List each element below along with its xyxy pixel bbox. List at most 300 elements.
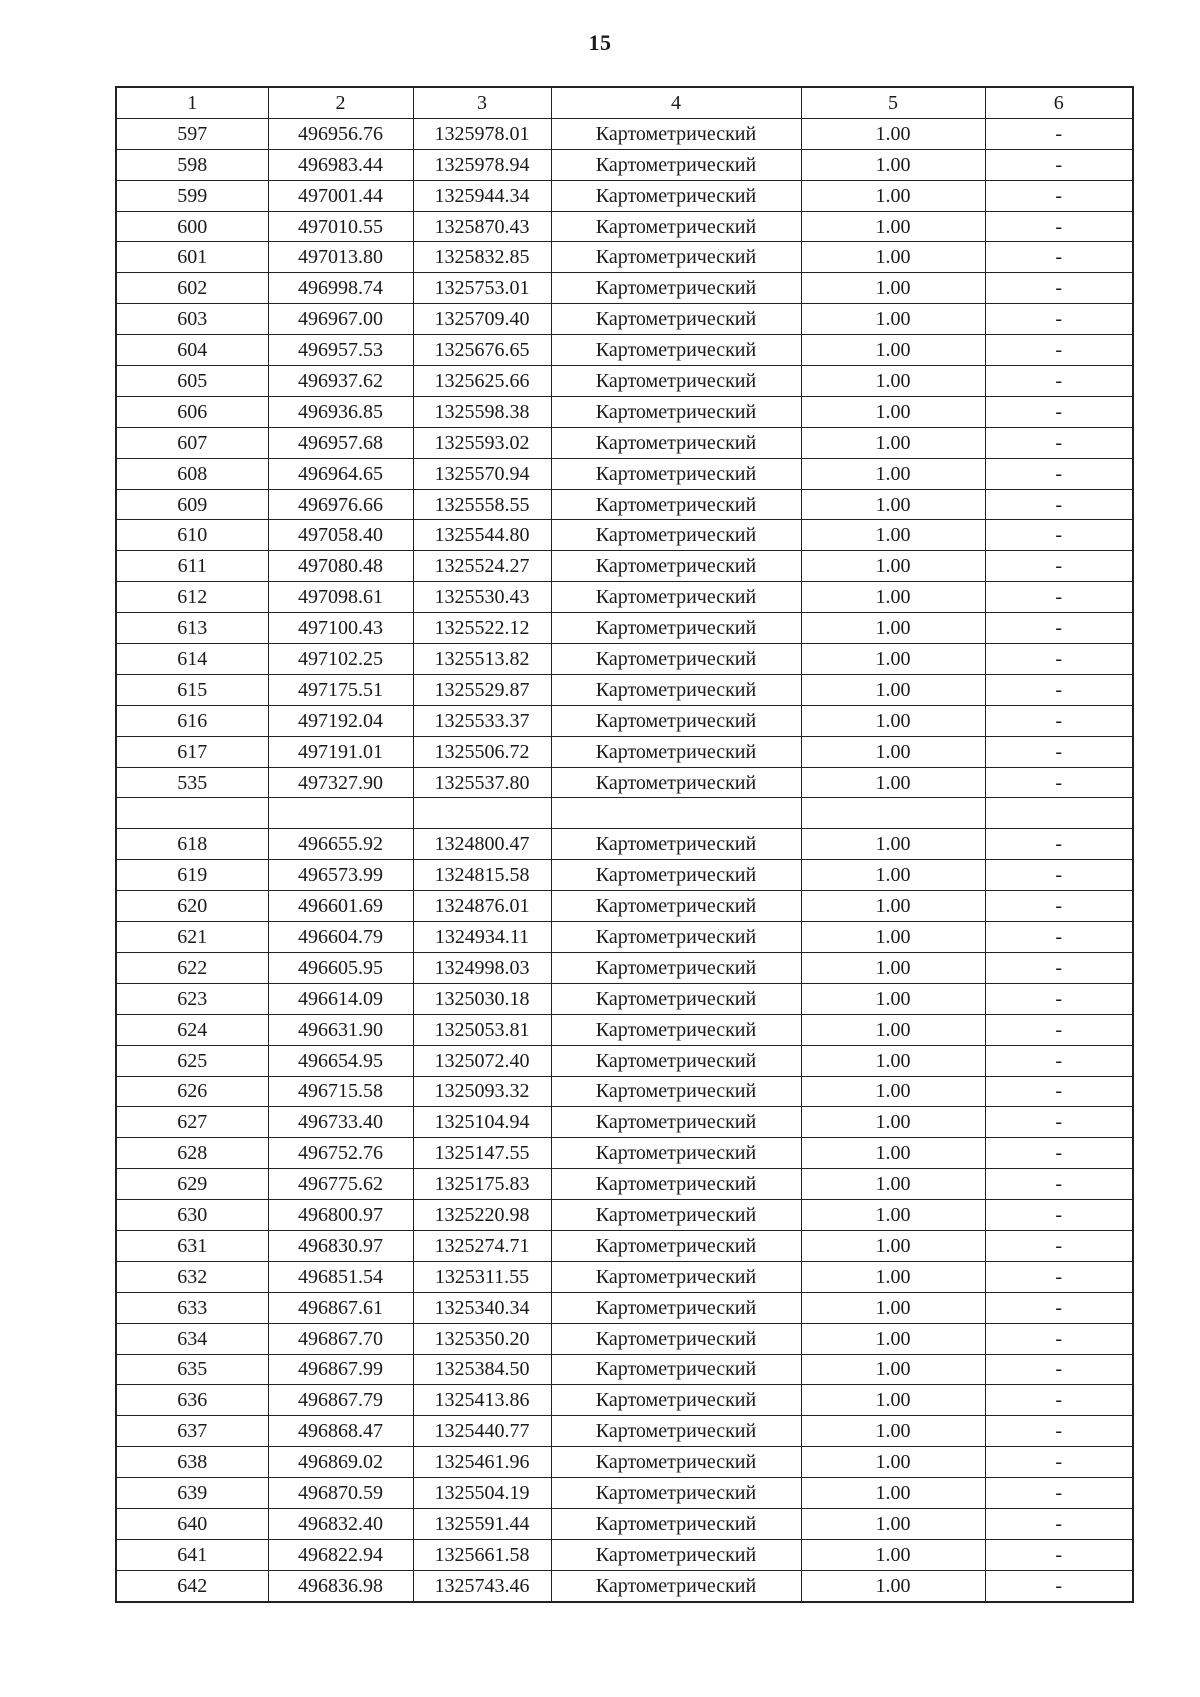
y-coordinate-cell: 1325533.37	[413, 705, 551, 736]
table-row	[116, 767, 1133, 798]
y-coordinate-cell	[413, 798, 551, 829]
note-cell: -	[985, 458, 1133, 489]
point-number-cell: 628	[116, 1138, 268, 1169]
x-coordinate-cell: 496867.79	[268, 1385, 413, 1416]
accuracy-cell: 1.00	[801, 551, 985, 582]
point-number-cell: 629	[116, 1169, 268, 1200]
point-number-cell: 633	[116, 1292, 268, 1323]
x-coordinate-cell: 496775.62	[268, 1169, 413, 1200]
point-number-cell: 614	[116, 644, 268, 675]
page-number: 15	[588, 30, 612, 55]
accuracy-cell: 1.00	[801, 736, 985, 767]
method-cell: Картометрический	[551, 582, 801, 613]
method-cell: Картометрический	[551, 674, 801, 705]
method-cell: Картометрический	[551, 1478, 801, 1509]
x-coordinate-cell: 496573.99	[268, 860, 413, 891]
method-cell: Картометрический	[551, 1076, 801, 1107]
header-cell-1: 1	[116, 87, 268, 118]
x-coordinate-cell: 496867.70	[268, 1323, 413, 1354]
note-cell: -	[985, 242, 1133, 273]
method-cell: Картометрический	[551, 644, 801, 675]
y-coordinate-cell: 1325529.87	[413, 674, 551, 705]
point-number-cell: 616	[116, 705, 268, 736]
table-row	[116, 1478, 1133, 1509]
y-coordinate-cell: 1325832.85	[413, 242, 551, 273]
note-cell: -	[985, 211, 1133, 242]
accuracy-cell: 1.00	[801, 983, 985, 1014]
x-coordinate-cell: 496830.97	[268, 1230, 413, 1261]
table-row	[116, 644, 1133, 675]
method-cell: Картометрический	[551, 149, 801, 180]
y-coordinate-cell: 1325522.12	[413, 613, 551, 644]
x-coordinate-cell	[268, 798, 413, 829]
point-number-cell: 637	[116, 1416, 268, 1447]
header-cell-3: 3	[413, 87, 551, 118]
y-coordinate-cell: 1325625.66	[413, 366, 551, 397]
y-coordinate-cell: 1325504.19	[413, 1478, 551, 1509]
note-cell: -	[985, 149, 1133, 180]
accuracy-cell: 1.00	[801, 1478, 985, 1509]
x-coordinate-cell: 496601.69	[268, 891, 413, 922]
method-cell: Картометрический	[551, 1354, 801, 1385]
x-coordinate-cell: 496957.68	[268, 427, 413, 458]
note-cell: -	[985, 1323, 1133, 1354]
table-row	[116, 798, 1133, 829]
method-cell: Картометрический	[551, 1570, 801, 1601]
y-coordinate-cell: 1325944.34	[413, 180, 551, 211]
point-number-cell: 598	[116, 149, 268, 180]
note-cell: -	[985, 983, 1133, 1014]
point-number-cell: 613	[116, 613, 268, 644]
table-header	[116, 87, 1133, 118]
accuracy-cell: 1.00	[801, 1416, 985, 1447]
accuracy-cell: 1.00	[801, 335, 985, 366]
x-coordinate-cell: 497010.55	[268, 211, 413, 242]
table-row	[116, 1385, 1133, 1416]
method-cell: Картометрический	[551, 396, 801, 427]
x-coordinate-cell: 496867.61	[268, 1292, 413, 1323]
y-coordinate-cell: 1324934.11	[413, 922, 551, 953]
note-cell: -	[985, 1200, 1133, 1231]
accuracy-cell: 1.00	[801, 952, 985, 983]
point-number-cell: 617	[116, 736, 268, 767]
point-number-cell	[116, 798, 268, 829]
accuracy-cell: 1.00	[801, 118, 985, 149]
point-number-cell: 620	[116, 891, 268, 922]
x-coordinate-cell: 496869.02	[268, 1447, 413, 1478]
accuracy-cell: 1.00	[801, 366, 985, 397]
y-coordinate-cell: 1325104.94	[413, 1107, 551, 1138]
point-number-cell: 618	[116, 829, 268, 860]
y-coordinate-cell: 1325506.72	[413, 736, 551, 767]
accuracy-cell: 1.00	[801, 1045, 985, 1076]
x-coordinate-cell: 497098.61	[268, 582, 413, 613]
note-cell: -	[985, 644, 1133, 675]
method-cell: Картометрический	[551, 1045, 801, 1076]
method-cell: Картометрический	[551, 1416, 801, 1447]
table-row	[116, 1138, 1133, 1169]
y-coordinate-cell: 1325676.65	[413, 335, 551, 366]
accuracy-cell: 1.00	[801, 520, 985, 551]
table-row	[116, 273, 1133, 304]
method-cell: Картометрический	[551, 1385, 801, 1416]
point-number-cell: 602	[116, 273, 268, 304]
x-coordinate-cell: 497327.90	[268, 767, 413, 798]
note-cell: -	[985, 582, 1133, 613]
note-cell: -	[985, 273, 1133, 304]
note-cell: -	[985, 1045, 1133, 1076]
x-coordinate-cell: 496851.54	[268, 1261, 413, 1292]
y-coordinate-cell: 1325147.55	[413, 1138, 551, 1169]
method-cell: Картометрический	[551, 520, 801, 551]
accuracy-cell: 1.00	[801, 1354, 985, 1385]
header-row	[116, 87, 1133, 118]
x-coordinate-cell: 496715.58	[268, 1076, 413, 1107]
y-coordinate-cell: 1325870.43	[413, 211, 551, 242]
y-coordinate-cell: 1325274.71	[413, 1230, 551, 1261]
table-row	[116, 705, 1133, 736]
point-number-cell: 639	[116, 1478, 268, 1509]
point-number-cell: 615	[116, 674, 268, 705]
x-coordinate-cell: 496614.09	[268, 983, 413, 1014]
note-cell: -	[985, 1508, 1133, 1539]
y-coordinate-cell: 1325978.94	[413, 149, 551, 180]
x-coordinate-cell: 496800.97	[268, 1200, 413, 1231]
note-cell: -	[985, 1138, 1133, 1169]
accuracy-cell: 1.00	[801, 1385, 985, 1416]
note-cell: -	[985, 952, 1133, 983]
point-number-cell: 604	[116, 335, 268, 366]
note-cell: -	[985, 520, 1133, 551]
table-row	[116, 335, 1133, 366]
note-cell: -	[985, 891, 1133, 922]
y-coordinate-cell: 1324815.58	[413, 860, 551, 891]
method-cell: Картометрический	[551, 1447, 801, 1478]
method-cell: Картометрический	[551, 767, 801, 798]
accuracy-cell: 1.00	[801, 242, 985, 273]
point-number-cell: 535	[116, 767, 268, 798]
y-coordinate-cell: 1325978.01	[413, 118, 551, 149]
point-number-cell: 612	[116, 582, 268, 613]
table-row	[116, 180, 1133, 211]
accuracy-cell: 1.00	[801, 1323, 985, 1354]
method-cell: Картометрический	[551, 1107, 801, 1138]
table-row	[116, 304, 1133, 335]
table-row	[116, 118, 1133, 149]
y-coordinate-cell: 1325709.40	[413, 304, 551, 335]
note-cell: -	[985, 767, 1133, 798]
x-coordinate-cell: 497058.40	[268, 520, 413, 551]
table-row	[116, 520, 1133, 551]
point-number-cell: 636	[116, 1385, 268, 1416]
y-coordinate-cell: 1325530.43	[413, 582, 551, 613]
x-coordinate-cell: 496867.99	[268, 1354, 413, 1385]
table-row	[116, 1169, 1133, 1200]
table-row	[116, 829, 1133, 860]
x-coordinate-cell: 496832.40	[268, 1508, 413, 1539]
y-coordinate-cell: 1325340.34	[413, 1292, 551, 1323]
y-coordinate-cell: 1325413.86	[413, 1385, 551, 1416]
accuracy-cell: 1.00	[801, 1076, 985, 1107]
note-cell: -	[985, 674, 1133, 705]
y-coordinate-cell: 1325461.96	[413, 1447, 551, 1478]
method-cell: Картометрический	[551, 1014, 801, 1045]
accuracy-cell: 1.00	[801, 1539, 985, 1570]
table-row	[116, 983, 1133, 1014]
note-cell: -	[985, 1447, 1133, 1478]
method-cell: Картометрический	[551, 1323, 801, 1354]
x-coordinate-cell: 496752.76	[268, 1138, 413, 1169]
header-cell-6: 6	[985, 87, 1133, 118]
table-row	[116, 458, 1133, 489]
point-number-cell: 640	[116, 1508, 268, 1539]
point-number-cell: 597	[116, 118, 268, 149]
note-cell	[985, 798, 1133, 829]
method-cell: Картометрический	[551, 829, 801, 860]
x-coordinate-cell: 496983.44	[268, 149, 413, 180]
method-cell: Картометрический	[551, 273, 801, 304]
note-cell: -	[985, 396, 1133, 427]
point-number-cell: 619	[116, 860, 268, 891]
accuracy-cell: 1.00	[801, 1292, 985, 1323]
point-number-cell: 600	[116, 211, 268, 242]
x-coordinate-cell: 496822.94	[268, 1539, 413, 1570]
point-number-cell: 625	[116, 1045, 268, 1076]
table-row	[116, 1107, 1133, 1138]
header-cell-4: 4	[551, 87, 801, 118]
note-cell: -	[985, 1539, 1133, 1570]
method-cell: Картометрический	[551, 983, 801, 1014]
method-cell: Картометрический	[551, 1539, 801, 1570]
note-cell: -	[985, 180, 1133, 211]
x-coordinate-cell: 496976.66	[268, 489, 413, 520]
x-coordinate-cell: 496654.95	[268, 1045, 413, 1076]
method-cell: Картометрический	[551, 1200, 801, 1231]
table-row	[116, 211, 1133, 242]
point-number-cell: 634	[116, 1323, 268, 1354]
y-coordinate-cell: 1325384.50	[413, 1354, 551, 1385]
x-coordinate-cell: 496957.53	[268, 335, 413, 366]
header-cell-2: 2	[268, 87, 413, 118]
coordinates-table	[115, 86, 1134, 1603]
y-coordinate-cell: 1325053.81	[413, 1014, 551, 1045]
point-number-cell: 642	[116, 1570, 268, 1601]
accuracy-cell: 1.00	[801, 1169, 985, 1200]
point-number-cell: 621	[116, 922, 268, 953]
point-number-cell: 610	[116, 520, 268, 551]
method-cell: Картометрический	[551, 952, 801, 983]
point-number-cell: 626	[116, 1076, 268, 1107]
x-coordinate-cell: 497013.80	[268, 242, 413, 273]
y-coordinate-cell: 1325311.55	[413, 1261, 551, 1292]
x-coordinate-cell: 497175.51	[268, 674, 413, 705]
method-cell: Картометрический	[551, 211, 801, 242]
table-row	[116, 1014, 1133, 1045]
point-number-cell: 638	[116, 1447, 268, 1478]
y-coordinate-cell: 1325591.44	[413, 1508, 551, 1539]
x-coordinate-cell: 496733.40	[268, 1107, 413, 1138]
point-number-cell: 601	[116, 242, 268, 273]
x-coordinate-cell: 496998.74	[268, 273, 413, 304]
table-row	[116, 1261, 1133, 1292]
x-coordinate-cell: 497001.44	[268, 180, 413, 211]
table-row	[116, 1076, 1133, 1107]
y-coordinate-cell: 1324998.03	[413, 952, 551, 983]
note-cell: -	[985, 1292, 1133, 1323]
table-row	[116, 891, 1133, 922]
accuracy-cell: 1.00	[801, 1230, 985, 1261]
table-row	[116, 1045, 1133, 1076]
point-number-cell: 627	[116, 1107, 268, 1138]
note-cell: -	[985, 489, 1133, 520]
point-number-cell: 611	[116, 551, 268, 582]
x-coordinate-cell: 496836.98	[268, 1570, 413, 1601]
method-cell: Картометрический	[551, 1292, 801, 1323]
table-row	[116, 1416, 1133, 1447]
table-row	[116, 582, 1133, 613]
accuracy-cell: 1.00	[801, 458, 985, 489]
table-row	[116, 1354, 1133, 1385]
method-cell: Картометрический	[551, 304, 801, 335]
y-coordinate-cell: 1325753.01	[413, 273, 551, 304]
table-row	[116, 1200, 1133, 1231]
note-cell: -	[985, 705, 1133, 736]
x-coordinate-cell: 496936.85	[268, 396, 413, 427]
note-cell: -	[985, 613, 1133, 644]
y-coordinate-cell: 1325220.98	[413, 1200, 551, 1231]
accuracy-cell: 1.00	[801, 1107, 985, 1138]
point-number-cell: 608	[116, 458, 268, 489]
accuracy-cell: 1.00	[801, 767, 985, 798]
point-number-cell: 623	[116, 983, 268, 1014]
method-cell: Картометрический	[551, 705, 801, 736]
method-cell: Картометрический	[551, 736, 801, 767]
table-row	[116, 1292, 1133, 1323]
method-cell: Картометрический	[551, 1230, 801, 1261]
note-cell: -	[985, 1478, 1133, 1509]
accuracy-cell: 1.00	[801, 273, 985, 304]
method-cell: Картометрический	[551, 366, 801, 397]
y-coordinate-cell: 1325537.80	[413, 767, 551, 798]
y-coordinate-cell: 1325440.77	[413, 1416, 551, 1447]
accuracy-cell	[801, 798, 985, 829]
method-cell: Картометрический	[551, 1261, 801, 1292]
y-coordinate-cell: 1325175.83	[413, 1169, 551, 1200]
table-body	[116, 118, 1133, 1601]
note-cell: -	[985, 551, 1133, 582]
accuracy-cell: 1.00	[801, 1570, 985, 1601]
table-row	[116, 860, 1133, 891]
y-coordinate-cell: 1325743.46	[413, 1570, 551, 1601]
method-cell: Картометрический	[551, 427, 801, 458]
accuracy-cell: 1.00	[801, 149, 985, 180]
x-coordinate-cell: 497100.43	[268, 613, 413, 644]
method-cell: Картометрический	[551, 118, 801, 149]
accuracy-cell: 1.00	[801, 1200, 985, 1231]
accuracy-cell: 1.00	[801, 427, 985, 458]
point-number-cell: 603	[116, 304, 268, 335]
point-number-cell: 635	[116, 1354, 268, 1385]
point-number-cell: 606	[116, 396, 268, 427]
point-number-cell: 605	[116, 366, 268, 397]
point-number-cell: 599	[116, 180, 268, 211]
table-row	[116, 551, 1133, 582]
y-coordinate-cell: 1325593.02	[413, 427, 551, 458]
accuracy-cell: 1.00	[801, 396, 985, 427]
y-coordinate-cell: 1325544.80	[413, 520, 551, 551]
note-cell: -	[985, 427, 1133, 458]
note-cell: -	[985, 922, 1133, 953]
accuracy-cell: 1.00	[801, 644, 985, 675]
point-number-cell: 622	[116, 952, 268, 983]
accuracy-cell: 1.00	[801, 674, 985, 705]
header-cell-5: 5	[801, 87, 985, 118]
table-row	[116, 489, 1133, 520]
x-coordinate-cell: 496868.47	[268, 1416, 413, 1447]
point-number-cell: 641	[116, 1539, 268, 1570]
method-cell: Картометрический	[551, 458, 801, 489]
point-number-cell: 609	[116, 489, 268, 520]
note-cell: -	[985, 1354, 1133, 1385]
x-coordinate-cell: 496870.59	[268, 1478, 413, 1509]
method-cell: Картометрический	[551, 922, 801, 953]
note-cell: -	[985, 366, 1133, 397]
note-cell: -	[985, 1169, 1133, 1200]
accuracy-cell: 1.00	[801, 211, 985, 242]
y-coordinate-cell: 1325350.20	[413, 1323, 551, 1354]
table-row	[116, 922, 1133, 953]
x-coordinate-cell: 497191.01	[268, 736, 413, 767]
y-coordinate-cell: 1325030.18	[413, 983, 551, 1014]
point-number-cell: 630	[116, 1200, 268, 1231]
point-number-cell: 632	[116, 1261, 268, 1292]
method-cell: Картометрический	[551, 180, 801, 211]
table-row	[116, 396, 1133, 427]
note-cell: -	[985, 335, 1133, 366]
method-cell: Картометрический	[551, 335, 801, 366]
accuracy-cell: 1.00	[801, 1261, 985, 1292]
note-cell: -	[985, 1107, 1133, 1138]
y-coordinate-cell: 1325524.27	[413, 551, 551, 582]
x-coordinate-cell: 496937.62	[268, 366, 413, 397]
x-coordinate-cell: 496631.90	[268, 1014, 413, 1045]
accuracy-cell: 1.00	[801, 829, 985, 860]
accuracy-cell: 1.00	[801, 304, 985, 335]
y-coordinate-cell: 1325513.82	[413, 644, 551, 675]
table-row	[116, 149, 1133, 180]
y-coordinate-cell: 1324800.47	[413, 829, 551, 860]
note-cell: -	[985, 736, 1133, 767]
x-coordinate-cell: 496967.00	[268, 304, 413, 335]
accuracy-cell: 1.00	[801, 180, 985, 211]
point-number-cell: 624	[116, 1014, 268, 1045]
accuracy-cell: 1.00	[801, 613, 985, 644]
note-cell: -	[985, 1076, 1133, 1107]
note-cell: -	[985, 1230, 1133, 1261]
table-row	[116, 1508, 1133, 1539]
table-row	[116, 242, 1133, 273]
note-cell: -	[985, 1014, 1133, 1045]
x-coordinate-cell: 496605.95	[268, 952, 413, 983]
point-number-cell: 631	[116, 1230, 268, 1261]
note-cell: -	[985, 304, 1133, 335]
note-cell: -	[985, 860, 1133, 891]
table-row	[116, 1447, 1133, 1478]
method-cell: Картометрический	[551, 891, 801, 922]
note-cell: -	[985, 1385, 1133, 1416]
accuracy-cell: 1.00	[801, 705, 985, 736]
y-coordinate-cell: 1325558.55	[413, 489, 551, 520]
